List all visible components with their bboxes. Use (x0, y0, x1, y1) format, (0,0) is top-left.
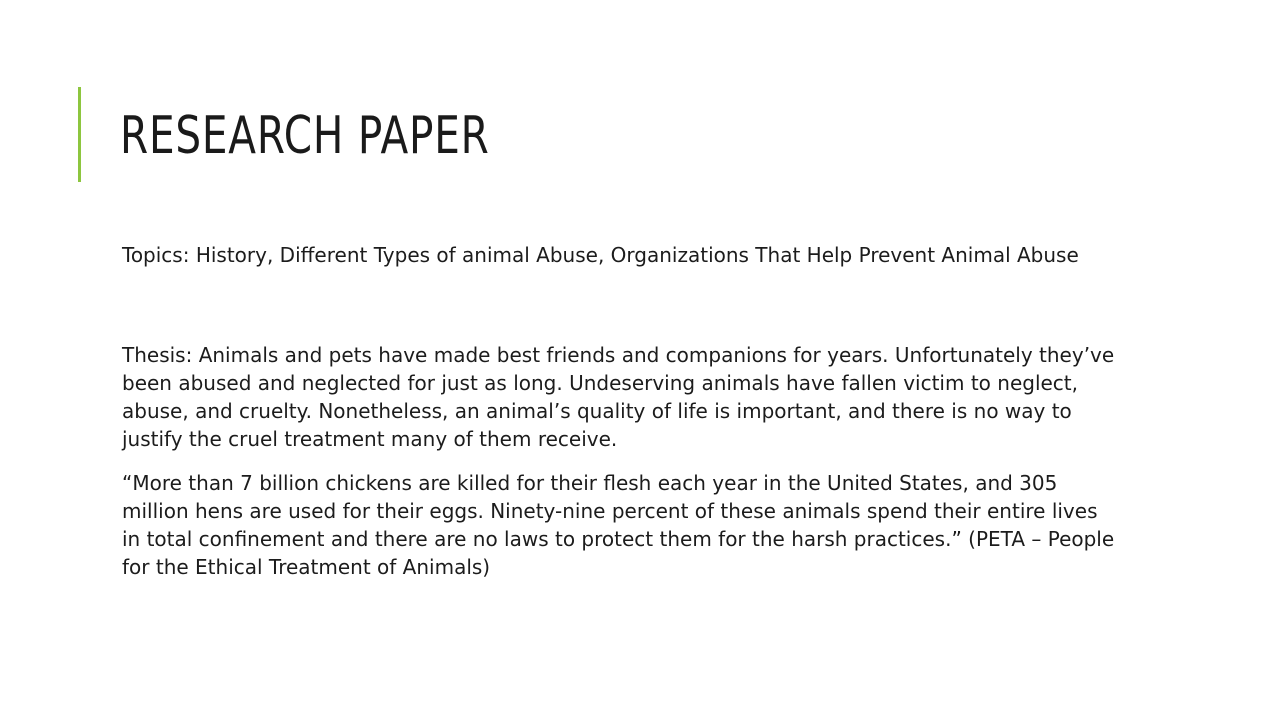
topics-paragraph: Topics: History, Different Types of animal Abuse, Organizations That Help Prevent Animal Abuse (122, 243, 1079, 267)
quote-paragraph: “More than 7 billion chickens are killed for their flesh each year in the United States, and 305 million hens are used for their eggs. Ninety-nine percent of these animals spend their entire lives in total confinement and there are no laws to protect them for the harsh practices.” (PETA – People for the Ethical Treatment of Animals) (122, 471, 1115, 579)
slide-body (122, 242, 1122, 581)
thesis-paragraph: Thesis: Animals and pets have made best friends and companions for years. Unfortunately they’ve been abused and neglected for just as long. Undeserving animals have fallen victim to neglect, abuse, and cruelty. Nonetheless, an animal’s quality of life is important, and there is no way to justify the cruel treatment many of them receive. (122, 343, 1115, 451)
slide-title: RESEARCH PAPER (120, 106, 490, 166)
title-accent-bar (78, 87, 81, 182)
